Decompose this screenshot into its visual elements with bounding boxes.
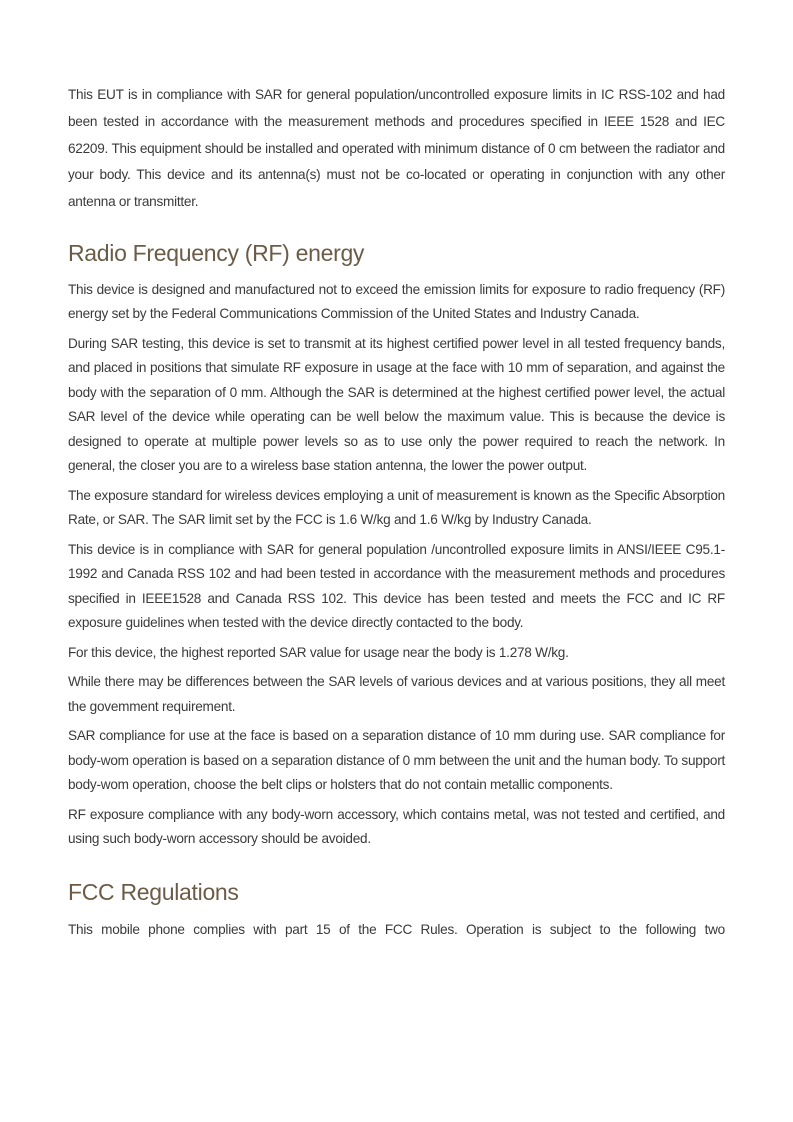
rf-paragraph-sar-testing: During SAR testing, this device is set to transmit at its highest certified power level in all tested frequency bands, and placed in positions that simulate RF exposure in usage at the face with 10 mm of separation, and against the body with the separation of 0 mm. Although the SAR is determined at the highest certified power level, the actual SAR level of the device while operating can be well below the maximum value. This is because the device is designed to operate at multiple power levels so as to use only the power required to reach the network. In general, the closer you are to a wireless base station antenna, the lower the power output. — [68, 335, 725, 474]
rf-paragraph-highest-sar: For this device, the highest reported SAR value for usage near the body is 1.278 W/kg. — [68, 644, 569, 660]
rf-paragraph-emission-limits: This device is designed and manufactured not to exceed the emission limits for exposure to radio frequency (RF) energy set by the Federal Communications Commission of the United States and Industry Canada. — [68, 281, 725, 322]
rf-paragraph-compliance: This device is in compliance with SAR for general population /uncontrolled exposure limits in ANSI/IEEE C95.1-1992 and Canada RSS 102 and had been tested in accordance with the measurement methods and procedures specified in IEEE1528 and Canada RSS 102. This device has been tested and meets the FCC and IC RF exposure guidelines when tested with the device directly contacted to the body. — [68, 541, 725, 631]
section-heading-fcc-regulations: FCC Regulations — [68, 878, 239, 905]
section-heading-rf-energy: Radio Frequency (RF) energy — [68, 239, 365, 266]
rf-paragraph-differences: While there may be differences between the SAR levels of various devices and at various positions, they all meet the govemment requirement. — [68, 674, 725, 714]
rf-paragraph-exposure-standard: The exposure standard for wireless devices employing a unit of measurement is known as the Specific Absorption Rate, or SAR. The SAR limit set by the FCC is 1.6 W/kg and 1.6 W/kg by Industry Canada. — [68, 487, 725, 528]
fcc-paragraph-part15: This mobile phone complies with part 15 of the FCC Rules. Operation is subject to the following two — [68, 921, 725, 937]
rf-paragraph-accessory: RF exposure compliance with any body-worn accessory, which contains metal, was not tested and certified, and using such body-worn accessory should be avoided. — [68, 806, 725, 847]
document-page — [68, 82, 725, 947]
rf-paragraph-body-worn: SAR compliance for use at the face is based on a separation distance of 10 mm during use. SAR compliance for body-wom operation is based on a separation distance of 0 mm between the unit and the human body. To support body-wom operation, choose the belt clips or holsters that do not contain metallic components. — [68, 728, 725, 793]
intro-paragraph: This EUT is in compliance with SAR for general population/uncontrolled exposure limits in IC RSS-102 and had been tested in accordance with the measurement methods and procedures specified in IEEE 1528 and IEC 62209. This equipment should be installed and operated with minimum distance of 0 cm between the radiator and your body. This device and its antenna(s) must not be co-located or operating in conjunction with any other antenna or transmitter. — [68, 87, 725, 210]
